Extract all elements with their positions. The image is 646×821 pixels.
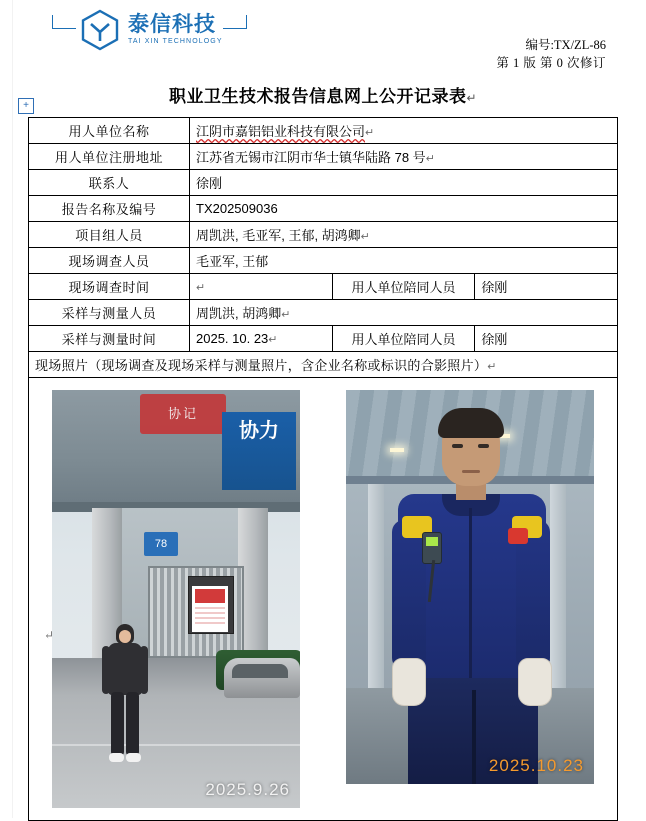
worker-glove-right [518, 658, 552, 706]
row-value-accompany-staff-survey: 徐刚 [475, 274, 618, 300]
table-move-handle-icon[interactable] [18, 98, 34, 114]
row-label-project-members: 项目组人员 [29, 222, 190, 248]
row-value-contact-person: 徐刚 [190, 170, 618, 196]
person-arm-left [102, 646, 110, 694]
photo-address-plate: 78 [144, 532, 178, 556]
workshop-lamp [390, 448, 404, 452]
table-row [29, 300, 618, 326]
logo-english-name: TAI XIN TECHNOLOGY [128, 38, 223, 45]
worker-zipper [469, 508, 472, 678]
row-label-contact-person: 联系人 [29, 170, 190, 196]
logo-rule-left [52, 28, 76, 29]
company-logo [78, 8, 223, 52]
person-leg-right [126, 692, 139, 756]
row-label-survey-staff: 现场调查人员 [29, 248, 190, 274]
page-left-margin-rule [12, 0, 13, 818]
page-title-text: 职业卫生技术报告信息网上公开记录表 [168, 87, 467, 106]
table-row [29, 352, 618, 378]
table-row [29, 170, 618, 196]
photo-blue-banner: 协力 [222, 412, 296, 490]
row-label-company-name: 用人单位名称 [29, 118, 190, 144]
table-row [29, 274, 618, 300]
logo-hexagon-icon [78, 8, 122, 52]
row-value-sampling-staff: 周凯洪, 胡鸿卿↵ [190, 300, 618, 326]
record-table-wrapper [28, 117, 618, 821]
worker-eye-right [478, 444, 489, 448]
row-value-accompany-staff-sampling: 徐刚 [475, 326, 618, 352]
worker-pants-seam [472, 690, 476, 784]
table-row [29, 222, 618, 248]
person-shoe-right [126, 753, 141, 762]
table-row [29, 248, 618, 274]
sampling-photo[interactable] [346, 390, 594, 784]
worker-eye-left [452, 444, 463, 448]
person-leg-left [111, 692, 124, 756]
worker-glove-left [392, 658, 426, 706]
paragraph-mark-icon: ↵ [44, 628, 55, 642]
row-value-survey-staff: 毛亚军, 王郁 [190, 248, 618, 274]
person-torso [108, 643, 142, 695]
document-code-block [496, 36, 606, 72]
site-survey-photo[interactable] [52, 390, 300, 808]
document-header [0, 0, 646, 78]
row-value-registered-address: 江苏省无锡市江阴市华士镇华陆路 78 号↵ [190, 144, 618, 170]
table-row [29, 196, 618, 222]
logo-chinese-name: 泰信科技 [128, 13, 216, 36]
site-photos-row [29, 378, 617, 808]
table-row [29, 118, 618, 144]
photo-car [224, 658, 300, 698]
row-value-report-name-number: TX202509036 [190, 196, 618, 222]
row-value-company-name: 江阴市嘉铝铝业科技有限公司↵ [190, 118, 618, 144]
paragraph-mark-icon: ↵ [466, 91, 478, 105]
row-value-survey-time: ↵ [190, 274, 333, 300]
row-label-registered-address: 用人单位注册地址 [29, 144, 190, 170]
row-value-sampling-time: 2025. 10. 23↵ [190, 326, 333, 352]
photo-date-stamp: 2025.9.26 [205, 780, 290, 799]
worker-uniform-logo [508, 528, 528, 544]
table-row [29, 144, 618, 170]
table-row [29, 326, 618, 352]
worker-hair [438, 408, 504, 438]
photo-person-surveyor [98, 624, 152, 774]
photo-red-sign: 协记 [140, 394, 226, 434]
site-photos-cell [28, 378, 618, 821]
row-label-survey-time: 现场调查时间 [29, 274, 190, 300]
row-label-report-name-number: 报告名称及编号 [29, 196, 190, 222]
row-label-accompany-staff-sampling: 用人单位陪同人员 [332, 326, 475, 352]
document-number: 编号:TX/ZL-86 [525, 38, 606, 52]
person-arm-right [140, 646, 148, 694]
record-table [28, 117, 618, 378]
row-label-sampling-time: 采样与测量时间 [29, 326, 190, 352]
row-label-accompany-staff-survey: 用人单位陪同人员 [332, 274, 475, 300]
photo-recruit-poster [192, 586, 228, 632]
worker-arm-left [392, 520, 426, 670]
row-value-project-members: 周凯洪, 毛亚军, 王郁, 胡鸿卿↵ [190, 222, 618, 248]
document-revision: 第 1 版 第 0 次修订 [496, 56, 606, 70]
row-label-site-photos: 现场照片（现场调查及现场采样与测量照片，含企业名称或标识的合影照片）↵ [29, 352, 618, 378]
photo-ground-line [52, 744, 300, 746]
row-label-sampling-staff: 采样与测量人员 [29, 300, 190, 326]
person-shoe-left [109, 753, 124, 762]
photo-date-stamp: 2025.10.23 [488, 756, 584, 775]
worker-mouth [462, 470, 480, 473]
logo-rule-right [223, 28, 247, 29]
person-face [119, 630, 131, 643]
page-title [0, 82, 646, 107]
